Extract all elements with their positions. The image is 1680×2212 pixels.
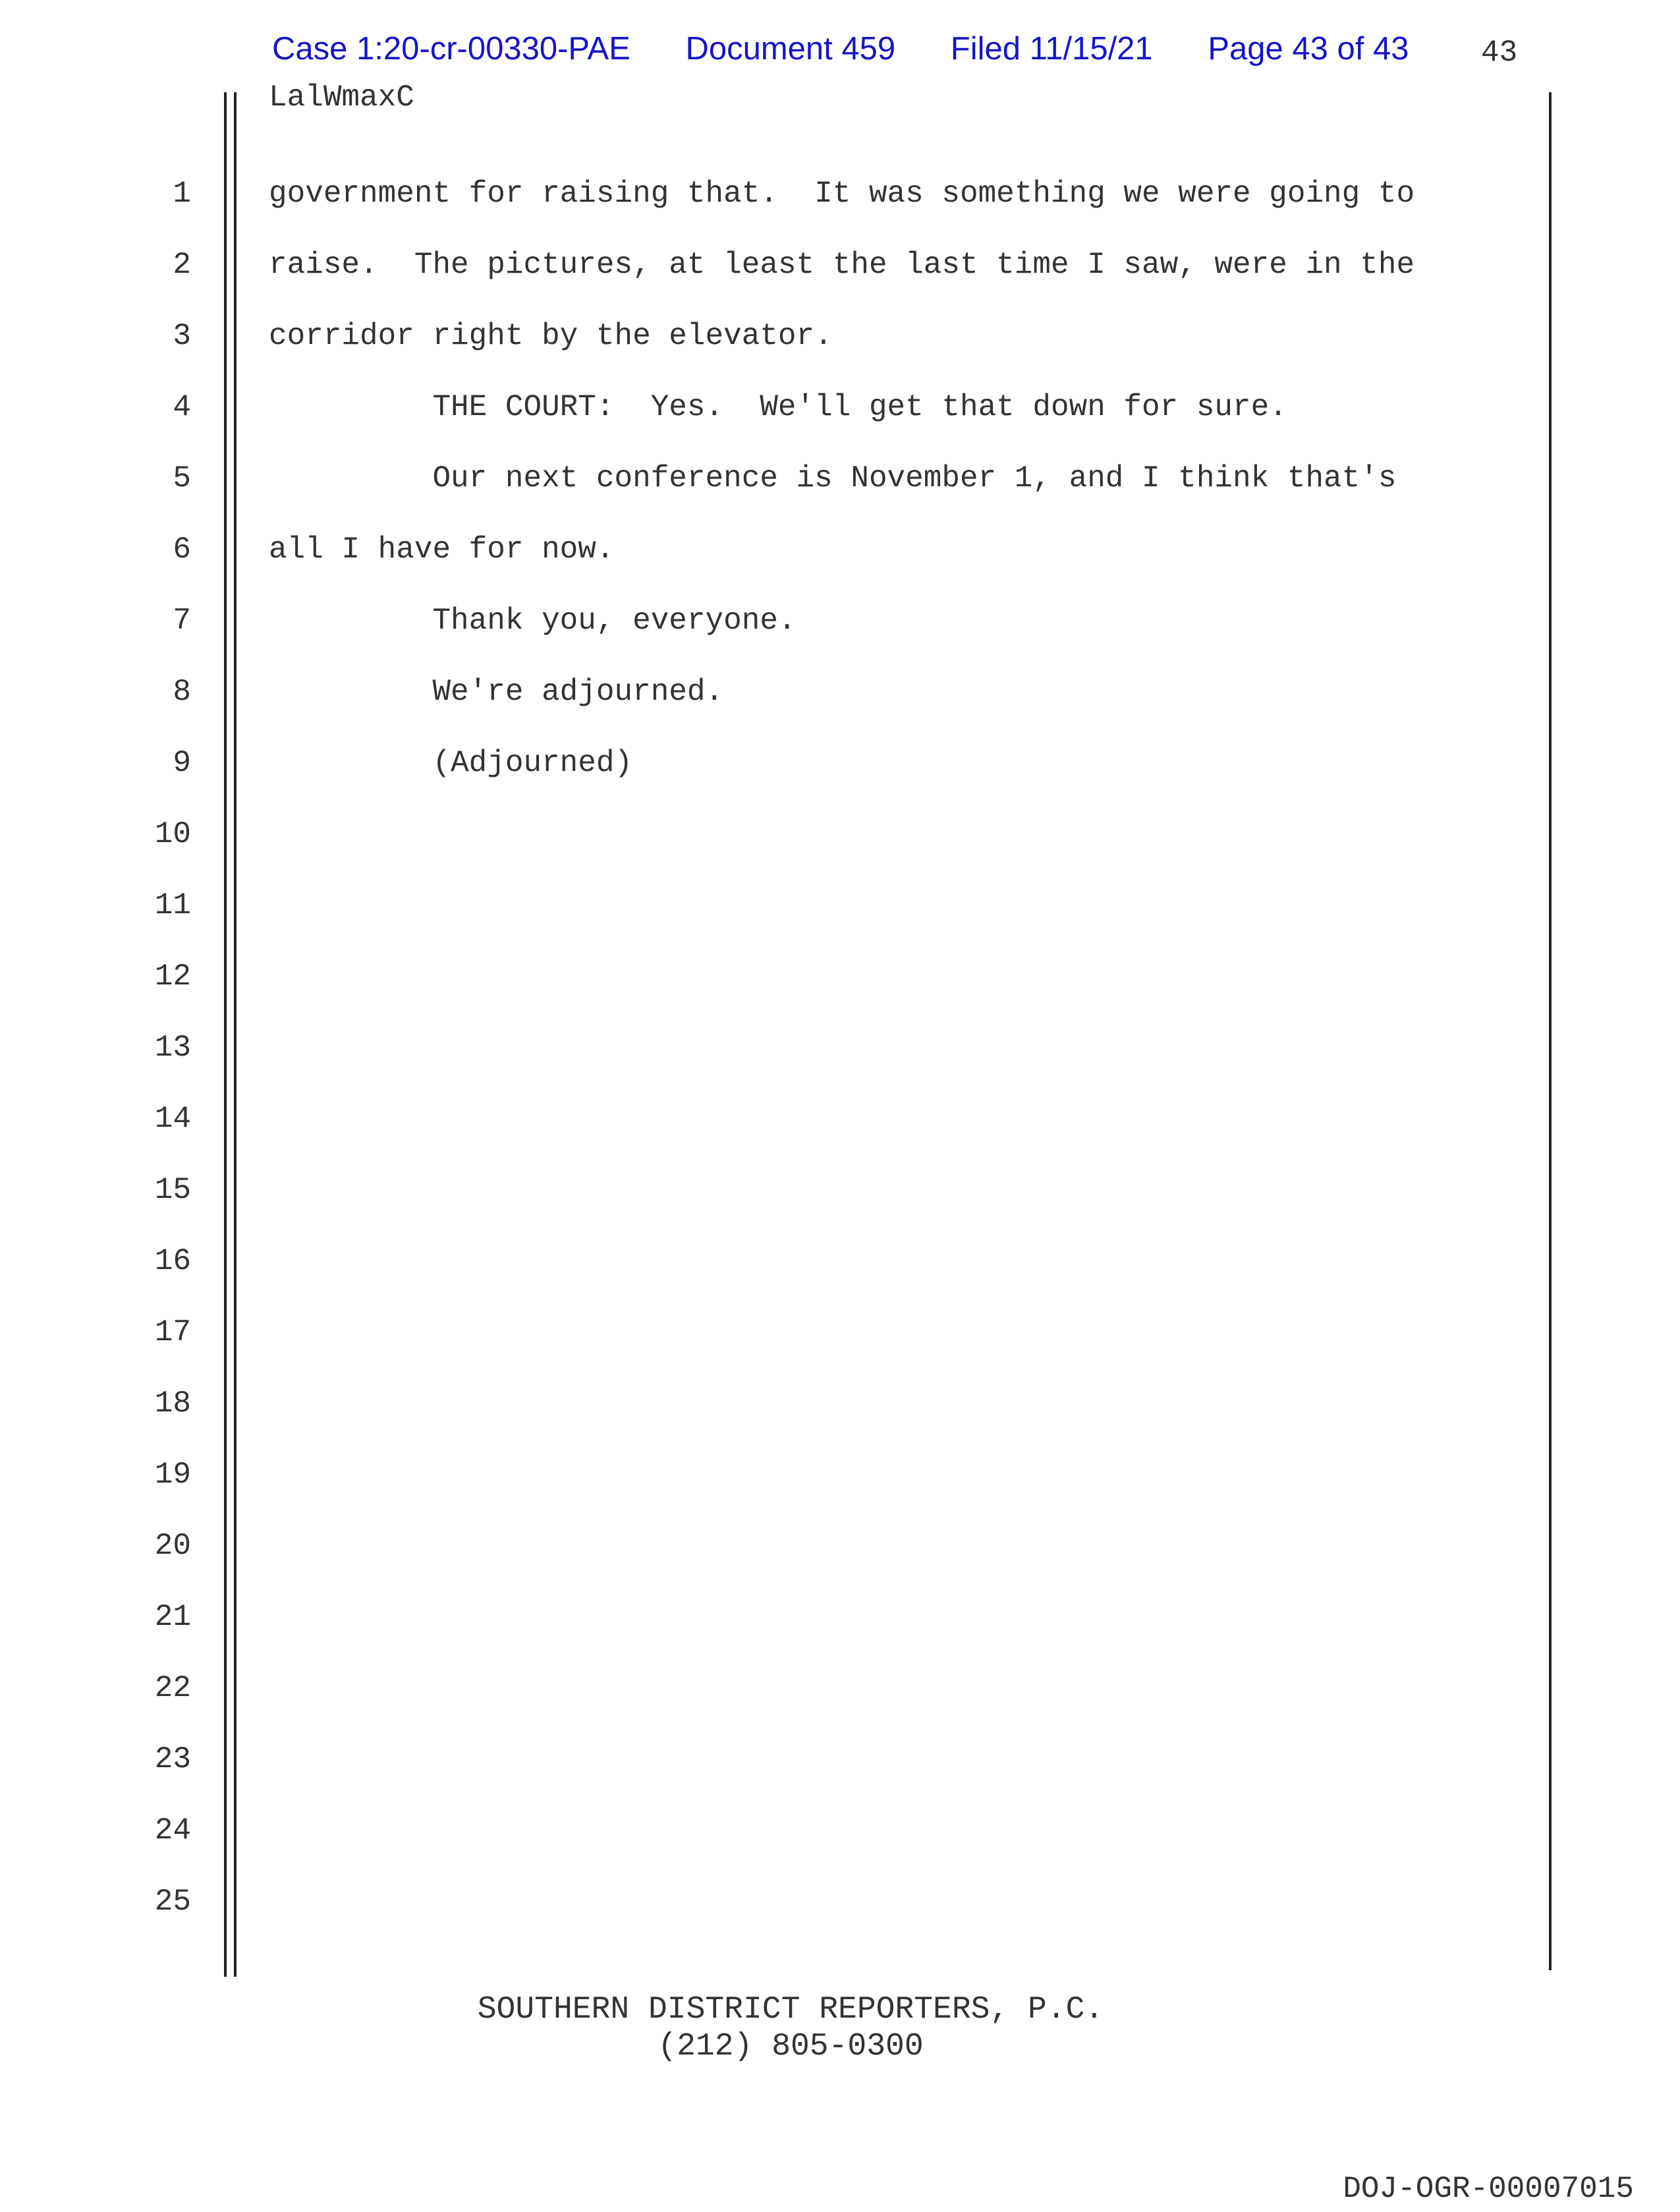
transcript-line: corridor right by the elevator. xyxy=(269,319,833,353)
transcript-line xyxy=(269,1525,1534,1596)
stamp-case-number: Case 1:20-cr-00330-PAE xyxy=(272,31,630,67)
transcript-line: all I have for now. xyxy=(269,532,615,567)
transcript-line: (Adjourned) xyxy=(269,746,633,780)
left-margin-rule-inner xyxy=(234,92,237,1977)
stamp-filed-date: Filed 11/15/21 xyxy=(950,31,1153,67)
line-number: 25 xyxy=(154,1885,191,1919)
line-number: 11 xyxy=(154,888,191,922)
reporter-footer xyxy=(0,1991,1581,2065)
line-number: 7 xyxy=(173,604,191,638)
transcript-line xyxy=(269,1098,1534,1169)
reporter-phone: (212) 805-0300 xyxy=(658,2029,924,2064)
transcript-line xyxy=(269,813,1534,884)
line-number: 6 xyxy=(173,532,191,567)
transcript-line xyxy=(269,1667,1534,1738)
line-number: 8 xyxy=(173,675,191,709)
line-number: 4 xyxy=(173,390,191,424)
reporter-name: SOUTHERN DISTRICT REPORTERS, P.C. xyxy=(477,1992,1104,2028)
left-margin-rule-outer xyxy=(224,92,227,1977)
transcript-line xyxy=(269,1169,1534,1240)
line-number: 21 xyxy=(154,1600,191,1634)
line-number: 2 xyxy=(173,248,191,282)
line-number-column xyxy=(132,173,191,1952)
bates-number: DOJ-OGR-00007015 xyxy=(1343,2172,1634,2206)
line-number: 9 xyxy=(173,746,191,780)
transcript-line: We're adjourned. xyxy=(269,675,724,709)
transcript-line: Our next conference is November 1, and I think that's xyxy=(269,461,1397,496)
transcript-line: THE COURT: Yes. We'll get that down for sure. xyxy=(269,390,1287,424)
transcript-line xyxy=(269,1881,1534,1952)
line-number: 14 xyxy=(154,1102,191,1136)
filing-stamp xyxy=(272,30,1409,67)
line-number: 5 xyxy=(173,461,191,496)
transcript-header-code: LalWmaxC xyxy=(269,80,414,115)
line-number: 16 xyxy=(154,1244,191,1278)
line-number: 23 xyxy=(154,1742,191,1776)
transcript-body xyxy=(269,173,1534,1952)
line-number: 3 xyxy=(173,319,191,353)
line-number: 20 xyxy=(154,1529,191,1563)
transcript-line xyxy=(269,1738,1534,1809)
stamp-page-count: Page 43 of 43 xyxy=(1208,31,1409,67)
transcript-line: raise. The pictures, at least the last time I saw, were in the xyxy=(269,248,1415,282)
transcript-line: government for raising that. It was something we were going to xyxy=(269,177,1415,211)
line-number: 24 xyxy=(154,1813,191,1848)
line-number: 22 xyxy=(154,1671,191,1705)
page-number: 43 xyxy=(1481,36,1518,70)
transcript-line xyxy=(269,1382,1534,1454)
stamp-document-number: Document 459 xyxy=(685,31,896,67)
line-number: 18 xyxy=(154,1386,191,1421)
transcript-line: Thank you, everyone. xyxy=(269,604,797,638)
line-number: 19 xyxy=(154,1458,191,1492)
transcript-line xyxy=(269,1240,1534,1311)
transcript-line xyxy=(269,1809,1534,1881)
line-number: 1 xyxy=(173,177,191,211)
line-number: 15 xyxy=(154,1173,191,1207)
right-margin-rule xyxy=(1549,92,1552,1970)
transcript-line xyxy=(269,1311,1534,1382)
transcript-line xyxy=(269,1596,1534,1667)
line-number: 12 xyxy=(154,959,191,994)
transcript-line xyxy=(269,955,1534,1027)
transcript-line xyxy=(269,884,1534,955)
transcript-line xyxy=(269,1027,1534,1098)
line-number: 13 xyxy=(154,1031,191,1065)
line-number: 10 xyxy=(154,817,191,851)
line-number: 17 xyxy=(154,1315,191,1349)
transcript-line xyxy=(269,1454,1534,1525)
